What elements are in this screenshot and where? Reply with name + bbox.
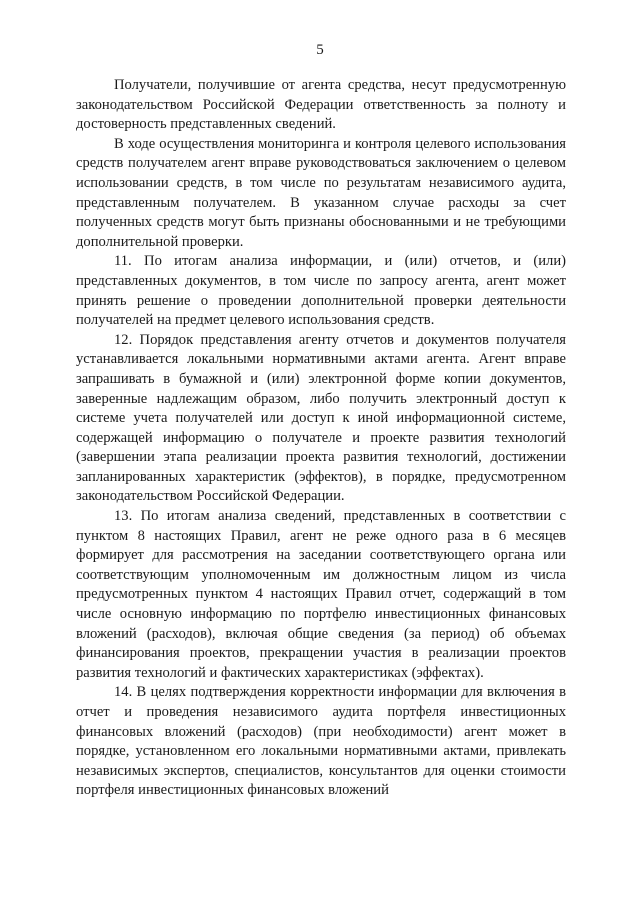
document-body [76,76,566,801]
paragraph-item-14: 14. В целях подтверждения корректности информации для включения в отчет и проведения независимого аудита портфеля инвестиционных финансовых вложений (расходов) (при необходимости) агент может в порядке, установленном его локальными нормативными актами, привлекать независимых экспертов, специалистов, консультантов для оценки стоимости портфеля инвестиционных финансовых вложений [76,684,566,799]
paragraph-item-11: 11. По итогам анализа информации, и (или) отчетов, и (или) представленных документов, в том числе по запросу агента, агент может принять решение о проведении дополнительной проверки деятельности получателей на предмет целевого использования средств. [76,253,566,329]
paragraph-monitoring-control: В ходе осуществления мониторинга и контроля целевого использования средств получателем агент вправе руководствоваться заключением о целевом использовании средств, в том числе по результатам независимого аудита, представленным получателем. В указанном случае расходы за счет полученных средств могут быть признаны обоснованными и не требующими дополнительной проверки. [76,135,566,250]
paragraph-item-12: 12. Порядок представления агенту отчетов и документов получателя устанавливается локальными нормативными актами агента. Агент вправе запрашивать в бумажной и (или) электронной форме копии документов, заверенные надлежащим образом, либо получить электронный доступ к системе учета получателей или доступ к иной информационной системе, содержащей информацию о получателе и проекте развития технологий (завершении этапа реализации проекта развития технологий, достижении запланированных характеристик (эффектов), в порядке, предусмотренном законодательством Российской Федерации. [76,331,566,505]
paragraph-recipients-responsibility: Получатели, получившие от агента средства, несут предусмотренную законодательством Российской Федерации ответственность за полноту и достоверность представленных сведений. [76,77,566,133]
paragraph-item-13: 13. По итогам анализа сведений, представленных в соответствии с пунктом 8 настоящих Правил, агент не реже одного раза в 6 месяцев формирует для рассмотрения на заседании соответствующего органа или соответствующим уполномоченным им должностным лицом из числа предусмотренных пунктом 4 настоящих Правил отчет, содержащий в том числе основную информацию по портфелю инвестиционных финансовых вложений (расходов), включая общие сведения (за период) об объемах финансирования проектов, прекращении участия в реализации проектов развития технологий и фактических характеристиках (эффектах). [76,508,566,681]
page-number: 5 [316,42,324,58]
